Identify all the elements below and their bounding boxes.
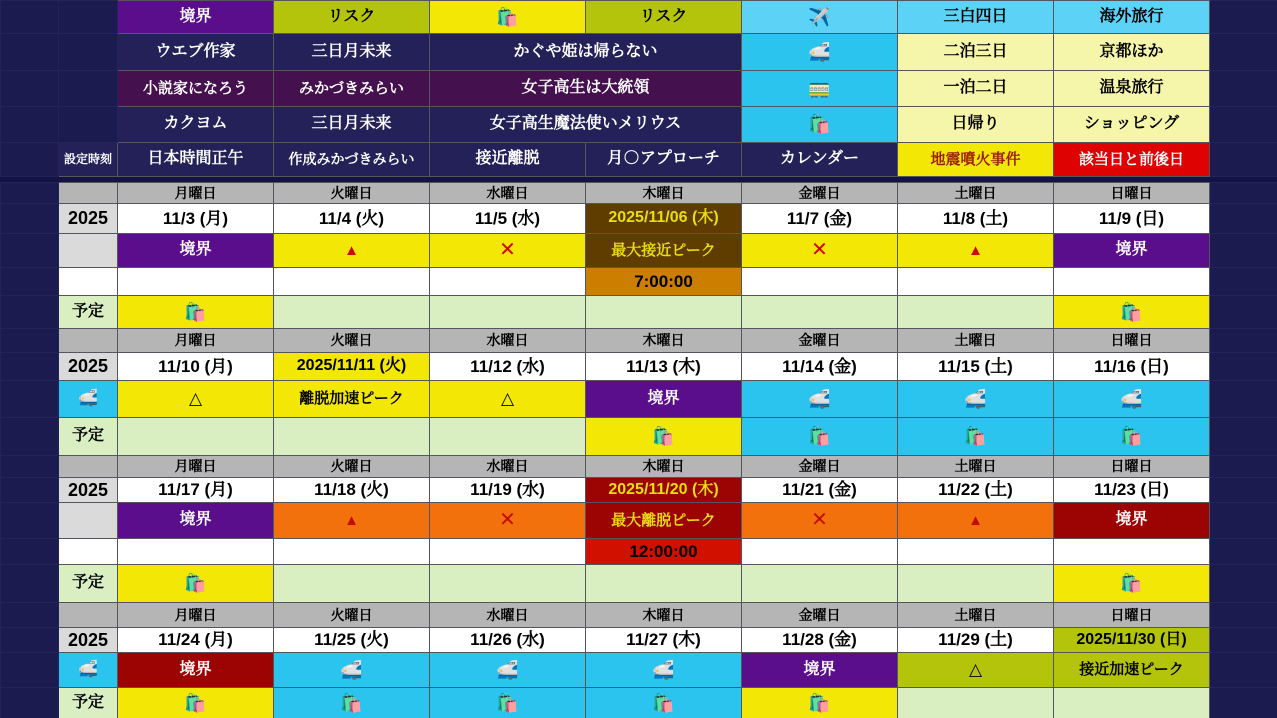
peak-time[interactable]: 7:00:00 <box>586 268 742 296</box>
empty-cell[interactable] <box>430 539 586 565</box>
gutter <box>1210 539 1277 565</box>
open-triangle-icon[interactable]: △ <box>898 653 1054 688</box>
gutter <box>1 204 59 234</box>
schedule-cell[interactable] <box>898 688 1054 718</box>
yotei-label: 予定 <box>59 565 118 603</box>
status-boundary[interactable]: 境界 <box>118 503 274 539</box>
gutter <box>1210 478 1277 503</box>
work-title[interactable]: かぐや姫は帰らない <box>430 34 742 71</box>
shopping-bags-icon[interactable]: 🛍️ <box>898 418 1054 456</box>
gutter <box>1210 183 1277 204</box>
cross-mark-icon[interactable]: ✕ <box>430 503 586 539</box>
date-cell[interactable]: 11/16 (日) <box>1054 353 1210 381</box>
date-cell[interactable]: 11/10 (月) <box>118 353 274 381</box>
day-header[interactable]: 日曜日 <box>1054 456 1210 478</box>
earthquake-event-label[interactable]: 地震噴火事件 <box>898 143 1054 177</box>
label-cell <box>59 183 118 204</box>
yotei-label: 予定 <box>59 688 118 718</box>
yotei-label: 予定 <box>59 296 118 329</box>
empty-cell[interactable] <box>118 268 274 296</box>
schedule-cell[interactable] <box>586 296 742 329</box>
gutter <box>1210 1 1277 34</box>
approach-depart-label[interactable]: 接近離脱 <box>430 143 586 177</box>
empty-cell[interactable] <box>274 268 430 296</box>
day-header[interactable]: 土曜日 <box>898 456 1054 478</box>
gutter <box>1210 603 1277 628</box>
date-cell[interactable]: 11/9 (日) <box>1054 204 1210 234</box>
year-label[interactable]: 2025 <box>59 204 118 234</box>
day-header[interactable]: 火曜日 <box>274 183 430 204</box>
created-by-label[interactable]: 作成みかづきみらい <box>274 143 430 177</box>
schedule-cell[interactable] <box>274 565 430 603</box>
empty-cell[interactable] <box>898 539 1054 565</box>
bullet-train-icon[interactable]: 🚅 <box>742 381 898 418</box>
date-cell[interactable]: 11/29 (土) <box>898 628 1054 653</box>
date-cell[interactable]: 11/15 (土) <box>898 353 1054 381</box>
date-cell[interactable]: 11/22 (土) <box>898 478 1054 503</box>
shopping-bags-icon[interactable]: 🛍️ <box>274 688 430 718</box>
gutter <box>1 688 59 718</box>
label-cell <box>59 329 118 353</box>
bullet-train-icon[interactable]: 🚅 <box>59 653 118 688</box>
gutter <box>1210 268 1277 296</box>
gutter <box>1 653 59 688</box>
gutter <box>1210 353 1277 381</box>
gutter <box>1210 653 1277 688</box>
bullet-train-icon[interactable]: 🚅 <box>898 381 1054 418</box>
bullet-train-icon[interactable]: 🚅 <box>1054 381 1210 418</box>
warning-triangle-icon[interactable]: ▲ <box>274 234 430 268</box>
date-cell[interactable]: 11/21 (金) <box>742 478 898 503</box>
day-header[interactable]: 木曜日 <box>586 456 742 478</box>
shopping-bags-icon[interactable]: 🛍️ <box>1054 565 1210 603</box>
schedule-cell[interactable] <box>586 565 742 603</box>
shopping-bags-icon[interactable]: 🛍️ <box>430 688 586 718</box>
corner-cell <box>59 1 118 34</box>
day-header[interactable]: 金曜日 <box>742 456 898 478</box>
date-cell[interactable]: 11/12 (水) <box>430 353 586 381</box>
legend-boundary[interactable]: 境界 <box>118 1 274 34</box>
day-header[interactable]: 土曜日 <box>898 183 1054 204</box>
gutter <box>1210 418 1277 456</box>
gutter <box>1 1 59 34</box>
gutter <box>1 183 59 204</box>
gutter <box>1210 329 1277 353</box>
status-boundary[interactable]: 境界 <box>742 653 898 688</box>
empty-cell[interactable] <box>898 268 1054 296</box>
trip-type-label[interactable]: 温泉旅行 <box>1054 71 1210 107</box>
day-header[interactable]: 木曜日 <box>586 603 742 628</box>
gutter <box>1 478 59 503</box>
day-header[interactable]: 火曜日 <box>274 329 430 353</box>
target-days-label[interactable]: 該当日と前後日 <box>1054 143 1210 177</box>
gutter <box>1210 234 1277 268</box>
bullet-train-icon[interactable]: 🚅 <box>274 653 430 688</box>
gutter <box>1 353 59 381</box>
day-header[interactable]: 金曜日 <box>742 183 898 204</box>
day-header[interactable]: 日曜日 <box>1054 183 1210 204</box>
date-cell[interactable]: 11/3 (月) <box>118 204 274 234</box>
schedule-cell[interactable] <box>430 296 586 329</box>
author-label[interactable]: 三日月未来 <box>274 34 430 71</box>
gutter <box>1 234 59 268</box>
bullet-train-icon[interactable]: 🚅 <box>586 653 742 688</box>
date-cell[interactable]: 11/24 (月) <box>118 628 274 653</box>
peak-time[interactable]: 12:00:00 <box>586 539 742 565</box>
site-label[interactable]: カクヨム <box>118 107 274 143</box>
author-label[interactable]: 三日月未来 <box>274 107 430 143</box>
trip-type-label[interactable]: ショッピング <box>1054 107 1210 143</box>
gutter <box>1210 381 1277 418</box>
set-time-label[interactable]: 日本時間正午 <box>118 143 274 177</box>
gutter <box>1 107 59 143</box>
trip-duration-label[interactable]: 三白四日 <box>898 1 1054 34</box>
day-header[interactable]: 火曜日 <box>274 603 430 628</box>
schedule-cell[interactable] <box>274 418 430 456</box>
day-header[interactable]: 水曜日 <box>430 603 586 628</box>
open-triangle-icon[interactable]: △ <box>118 381 274 418</box>
status-max-depart-peak[interactable]: 最大離脱ピーク <box>586 503 742 539</box>
day-header[interactable]: 月曜日 <box>118 603 274 628</box>
date-cell[interactable]: 11/7 (金) <box>742 204 898 234</box>
shopping-bags-icon[interactable]: 🛍️ <box>586 688 742 718</box>
site-label[interactable]: ウエブ作家 <box>118 34 274 71</box>
tram-icon[interactable]: 🚃 <box>742 71 898 107</box>
trip-type-label[interactable]: 海外旅行 <box>1054 1 1210 34</box>
bullet-train-icon[interactable]: 🚅 <box>742 34 898 71</box>
status-boundary[interactable]: 境界 <box>586 381 742 418</box>
date-cell[interactable]: 11/18 (火) <box>274 478 430 503</box>
shopping-bags-icon[interactable]: 🛍️ <box>118 565 274 603</box>
empty-cell[interactable] <box>1054 268 1210 296</box>
legend-risk[interactable]: リスク <box>586 1 742 34</box>
gutter <box>1210 71 1277 107</box>
gutter <box>1210 143 1277 177</box>
gutter <box>1 329 59 353</box>
label-cell <box>59 34 118 71</box>
author-label[interactable]: みかづきみらい <box>274 71 430 107</box>
date-cell[interactable]: 11/17 (月) <box>118 478 274 503</box>
status-boundary[interactable]: 境界 <box>1054 234 1210 268</box>
shopping-bags-icon[interactable]: 🛍️ <box>430 1 586 34</box>
date-cell[interactable]: 11/23 (日) <box>1054 478 1210 503</box>
gutter <box>1210 107 1277 143</box>
status-boundary[interactable]: 境界 <box>118 653 274 688</box>
schedule-cell[interactable] <box>430 565 586 603</box>
day-header[interactable]: 水曜日 <box>430 456 586 478</box>
gutter <box>1 268 59 296</box>
gutter <box>1210 296 1277 329</box>
day-header[interactable]: 月曜日 <box>118 183 274 204</box>
airplane-icon[interactable]: ✈️ <box>742 1 898 34</box>
date-cell[interactable]: 11/25 (火) <box>274 628 430 653</box>
date-cell-peak[interactable]: 2025/11/06 (木) <box>586 204 742 234</box>
calendar-label[interactable]: カレンダー <box>742 143 898 177</box>
gutter <box>1 143 59 177</box>
day-header[interactable]: 水曜日 <box>430 183 586 204</box>
date-cell[interactable]: 11/13 (木) <box>586 353 742 381</box>
gutter <box>1 503 59 539</box>
empty-cell[interactable] <box>430 268 586 296</box>
cross-mark-icon[interactable]: ✕ <box>742 234 898 268</box>
gutter <box>1 456 59 478</box>
label-cell <box>59 107 118 143</box>
day-header[interactable]: 日曜日 <box>1054 329 1210 353</box>
shopping-bags-icon[interactable]: 🛍️ <box>1054 296 1210 329</box>
label-cell <box>59 234 118 268</box>
empty-cell[interactable] <box>742 539 898 565</box>
schedule-cell[interactable] <box>1054 688 1210 718</box>
gutter <box>1210 204 1277 234</box>
legend-risk[interactable]: リスク <box>274 1 430 34</box>
schedule-cell[interactable] <box>742 565 898 603</box>
status-boundary[interactable]: 境界 <box>1054 503 1210 539</box>
label-cell <box>59 503 118 539</box>
schedule-cell[interactable] <box>118 418 274 456</box>
gutter <box>1210 628 1277 653</box>
day-header[interactable]: 木曜日 <box>586 329 742 353</box>
trip-type-label[interactable]: 京都ほか <box>1054 34 1210 71</box>
shopping-bags-icon[interactable]: 🛍️ <box>742 107 898 143</box>
gutter <box>1 603 59 628</box>
schedule-cell[interactable] <box>898 296 1054 329</box>
label-cell <box>59 603 118 628</box>
date-cell[interactable]: 11/27 (木) <box>586 628 742 653</box>
day-header[interactable]: 木曜日 <box>586 183 742 204</box>
gutter <box>1 71 59 107</box>
schedule-cell[interactable] <box>898 565 1054 603</box>
gutter <box>1 296 59 329</box>
schedule-cell[interactable] <box>742 296 898 329</box>
empty-cell[interactable] <box>742 268 898 296</box>
date-cell-highlight[interactable]: 2025/11/30 (日) <box>1054 628 1210 653</box>
gutter <box>1 34 59 71</box>
status-depart-accel-peak[interactable]: 離脱加速ピーク <box>274 381 430 418</box>
date-cell[interactable]: 11/28 (金) <box>742 628 898 653</box>
gutter <box>1210 688 1277 718</box>
cross-mark-icon[interactable]: ✕ <box>742 503 898 539</box>
day-header[interactable]: 金曜日 <box>742 329 898 353</box>
label-cell <box>59 71 118 107</box>
gutter <box>1210 565 1277 603</box>
bullet-train-icon[interactable]: 🚅 <box>430 653 586 688</box>
gutter <box>1 539 59 565</box>
trip-duration-label[interactable]: 二泊三日 <box>898 34 1054 71</box>
moon-approach-label[interactable]: 月🌕アプローチ <box>586 143 742 177</box>
gutter <box>1210 456 1277 478</box>
schedule-cell[interactable] <box>274 296 430 329</box>
date-cell[interactable]: 11/14 (金) <box>742 353 898 381</box>
site-label[interactable]: 小説家になろう <box>118 71 274 107</box>
date-cell[interactable]: 11/5 (水) <box>430 204 586 234</box>
schedule-cell[interactable] <box>430 418 586 456</box>
warning-triangle-icon[interactable]: ▲ <box>898 234 1054 268</box>
date-cell[interactable]: 11/4 (火) <box>274 204 430 234</box>
label-cell <box>59 268 118 296</box>
year-label[interactable]: 2025 <box>59 478 118 503</box>
label-cell <box>59 456 118 478</box>
day-header[interactable]: 金曜日 <box>742 603 898 628</box>
bullet-train-icon[interactable]: 🚅 <box>59 381 118 418</box>
gutter <box>1 565 59 603</box>
day-header[interactable]: 土曜日 <box>898 603 1054 628</box>
status-max-approach-peak[interactable]: 最大接近ピーク <box>586 234 742 268</box>
status-boundary[interactable]: 境界 <box>118 234 274 268</box>
day-header[interactable]: 水曜日 <box>430 329 586 353</box>
trip-duration-label[interactable]: 一泊二日 <box>898 71 1054 107</box>
empty-cell[interactable] <box>274 539 430 565</box>
day-header[interactable]: 月曜日 <box>118 456 274 478</box>
shopping-bags-icon[interactable]: 🛍️ <box>586 418 742 456</box>
date-cell[interactable]: 11/8 (土) <box>898 204 1054 234</box>
open-triangle-icon[interactable]: △ <box>430 381 586 418</box>
status-approach-accel-peak[interactable]: 接近加速ピーク <box>1054 653 1210 688</box>
gutter <box>1 628 59 653</box>
work-title[interactable]: 女子高生魔法使いメリウス <box>430 107 742 143</box>
shopping-bags-icon[interactable]: 🛍️ <box>742 418 898 456</box>
cross-mark-icon[interactable]: ✕ <box>430 234 586 268</box>
gutter <box>1 418 59 456</box>
date-cell[interactable]: 11/19 (水) <box>430 478 586 503</box>
day-header[interactable]: 火曜日 <box>274 456 430 478</box>
date-cell-peak[interactable]: 2025/11/20 (木) <box>586 478 742 503</box>
shopping-bags-icon[interactable]: 🛍️ <box>1054 418 1210 456</box>
empty-cell[interactable] <box>1054 539 1210 565</box>
settei-jikoku-label[interactable]: 設定時刻 <box>59 143 118 177</box>
trip-duration-label[interactable]: 日帰り <box>898 107 1054 143</box>
day-header[interactable]: 土曜日 <box>898 329 1054 353</box>
shopping-bags-icon[interactable]: 🛍️ <box>118 688 274 718</box>
day-header[interactable]: 日曜日 <box>1054 603 1210 628</box>
warning-triangle-icon[interactable]: ▲ <box>898 503 1054 539</box>
year-label[interactable]: 2025 <box>59 353 118 381</box>
shopping-bags-icon[interactable]: 🛍️ <box>742 688 898 718</box>
label-cell <box>59 539 118 565</box>
date-cell-highlight[interactable]: 2025/11/11 (火) <box>274 353 430 381</box>
day-header[interactable]: 月曜日 <box>118 329 274 353</box>
empty-cell[interactable] <box>118 539 274 565</box>
shopping-bags-icon[interactable]: 🛍️ <box>118 296 274 329</box>
warning-triangle-icon[interactable]: ▲ <box>274 503 430 539</box>
gutter <box>1210 34 1277 71</box>
date-cell[interactable]: 11/26 (水) <box>430 628 586 653</box>
gutter <box>1210 503 1277 539</box>
yotei-label: 予定 <box>59 418 118 456</box>
year-label[interactable]: 2025 <box>59 628 118 653</box>
work-title[interactable]: 女子高生は大統領 <box>430 71 742 107</box>
gutter <box>1 381 59 418</box>
